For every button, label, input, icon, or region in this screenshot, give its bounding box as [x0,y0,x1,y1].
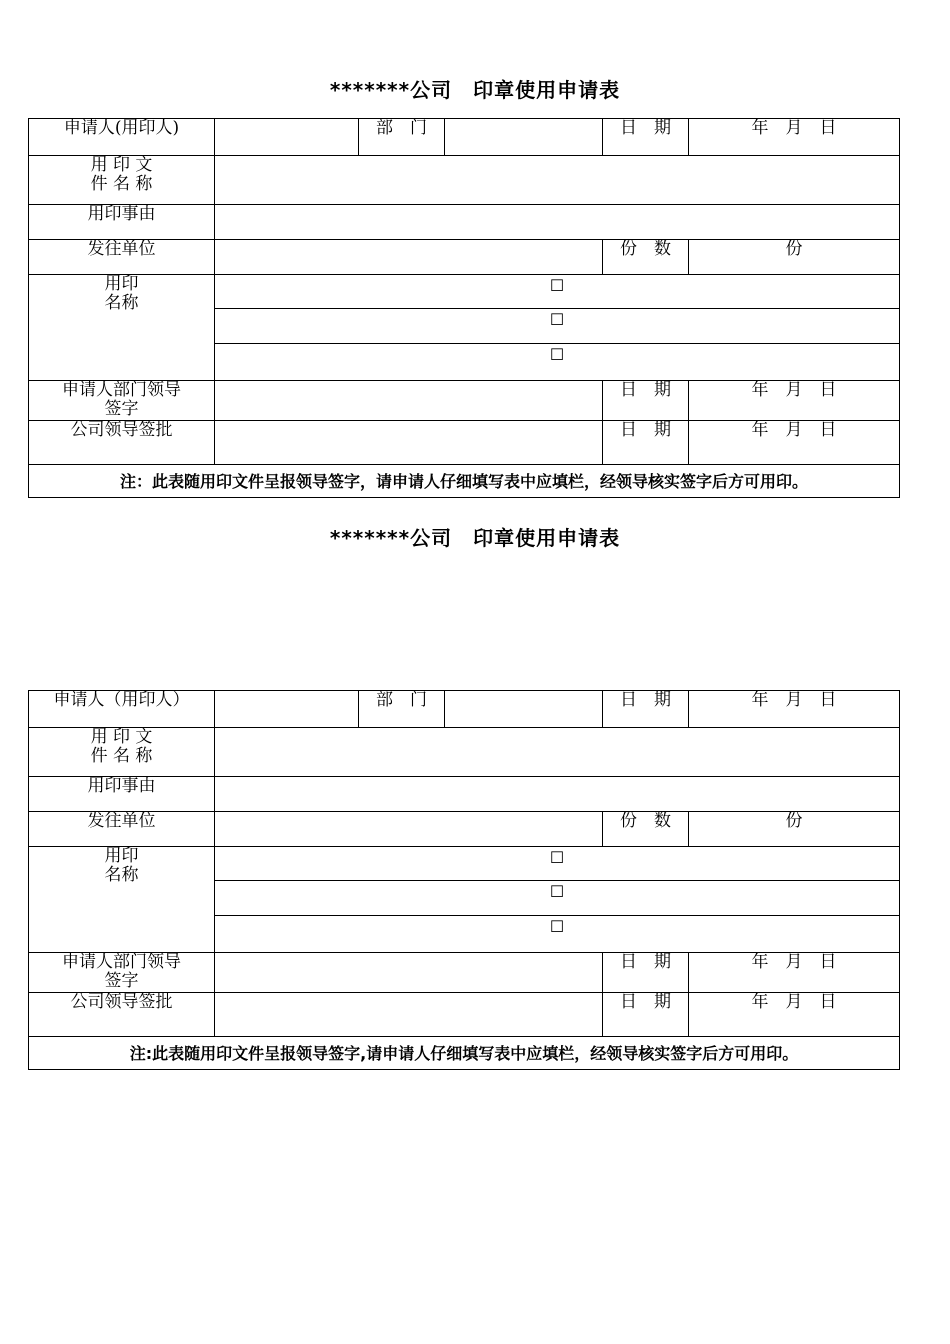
seal-option-row [215,275,900,309]
recipient-input[interactable] [215,240,603,275]
document-name-input[interactable] [215,728,900,777]
date-label: 日 期 [603,953,689,993]
reason-label: 用印事由 [29,777,215,812]
copies-label: 份 数 [603,812,689,847]
seal-application-form [28,690,900,1070]
seal-application-form [28,118,900,498]
date-label: 日 期 [603,381,689,421]
date-label: 日 期 [603,993,689,1037]
company-leader-signature[interactable] [215,993,603,1037]
date-input[interactable]: 年 月 日 [689,119,900,156]
seal-option-row [215,916,900,953]
document-name-label: 用 印 文 件 名 称 [29,156,215,205]
copies-input[interactable]: 份 [689,240,900,275]
department-label: 部 门 [359,119,445,156]
dept-leader-signature[interactable] [215,953,603,993]
document-name-input[interactable] [215,156,900,205]
checkbox[interactable]: ☐ [549,276,565,295]
seal-option-row [215,344,900,381]
company-leader-label: 公司领导签批 [29,993,215,1037]
date-input[interactable]: 年 月 日 [689,381,900,421]
seal-name-label: 用印 名称 [29,847,215,953]
recipient-label: 发往单位 [29,812,215,847]
seal-option-row [215,309,900,344]
date-input[interactable]: 年 月 日 [689,993,900,1037]
recipient-input[interactable] [215,812,603,847]
seal-name-label: 用印 名称 [29,275,215,381]
copies-label: 份 数 [603,240,689,275]
copies-input[interactable]: 份 [689,812,900,847]
date-input[interactable]: 年 月 日 [689,691,900,728]
checkbox[interactable]: ☐ [549,917,565,936]
seal-option-row [215,847,900,881]
checkbox[interactable]: ☐ [549,882,565,901]
company-leader-label: 公司领导签批 [29,421,215,465]
applicant-input[interactable] [215,691,359,728]
department-input[interactable] [445,691,603,728]
form-title: *******公司 印章使用申请表 [329,78,621,102]
date-label: 日 期 [603,119,689,156]
applicant-label: 申请人(用印人) [29,119,215,156]
form-note: 注：此表随用印文件呈报领导签字，请申请人仔细填写表中应填栏，经领导核实签字后方可用印。 [29,465,900,498]
date-input[interactable]: 年 月 日 [689,953,900,993]
dept-leader-signature[interactable] [215,381,603,421]
document-name-label: 用 印 文 件 名 称 [29,728,215,777]
seal-option-row [215,881,900,916]
checkbox[interactable]: ☐ [549,345,565,364]
applicant-input[interactable] [215,119,359,156]
reason-input[interactable] [215,205,900,240]
reason-label: 用印事由 [29,205,215,240]
checkbox[interactable]: ☐ [549,310,565,329]
recipient-label: 发往单位 [29,240,215,275]
date-label: 日 期 [603,691,689,728]
date-label: 日 期 [603,421,689,465]
applicant-label: 申请人（用印人） [29,691,215,728]
dept-leader-label: 申请人部门领导 签字 [29,381,215,421]
dept-leader-label: 申请人部门领导 签字 [29,953,215,993]
reason-input[interactable] [215,777,900,812]
form-title: *******公司 印章使用申请表 [329,526,621,550]
date-input[interactable]: 年 月 日 [689,421,900,465]
checkbox[interactable]: ☐ [549,848,565,867]
department-input[interactable] [445,119,603,156]
company-leader-signature[interactable] [215,421,603,465]
form-note: 注:此表随用印文件呈报领导签字,请申请人仔细填写表中应填栏，经领导核实签字后方可用印。 [29,1037,900,1070]
department-label: 部 门 [359,691,445,728]
